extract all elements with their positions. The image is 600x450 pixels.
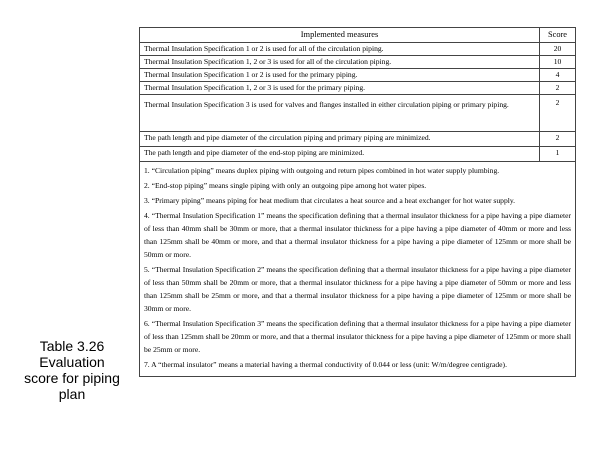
note-item: 1. “Circulation piping” means duplex piping with outgoing and return pipes combined in hot water supply plumbing. (144, 166, 500, 175)
evaluation-table (139, 27, 576, 377)
notes-row (140, 162, 576, 377)
measure-cell: Thermal Insulation Specification 1, 2 or 3 is used for the primary piping. (140, 82, 540, 95)
measures-header: Implemented measures (140, 28, 540, 43)
caption-line: Table 3.26 (39, 338, 105, 354)
caption-line: score for piping (24, 370, 120, 386)
table-row (140, 132, 576, 147)
note-item: 2. “End-stop piping” means single piping with only an outgoing pipe among hot water pipes. (144, 181, 427, 190)
score-cell: 2 (540, 82, 576, 95)
table-row (140, 69, 576, 82)
score-cell: 10 (540, 56, 576, 69)
measure-cell: Thermal Insulation Specification 3 is used for valves and flanges installed in either circulation piping or primary piping. (140, 95, 540, 132)
table-row (140, 95, 576, 132)
score-cell: 2 (540, 132, 576, 147)
table-row (140, 43, 576, 56)
measure-cell: Thermal Insulation Specification 1, 2 or 3 is used for all of the circulation piping. (140, 56, 540, 69)
score-header: Score (540, 28, 576, 43)
table-row (140, 147, 576, 162)
table-row (140, 56, 576, 69)
measure-cell: The path length and pipe diameter of the circulation piping and primary piping are minimized. (140, 132, 540, 147)
note-item: 4. “Thermal Insulation Specification 1” means the specification defining that a thermal insulator thickness for a pipe having a pipe diameter of less than 40mm shall be 30mm or more, that a thermal insulator thickness for a pipe having a pipe diameter of 40mm or more and less than 125mm shall be 40mm or more, and that a thermal insulator thickness for a pipe having a pipe diameter of 125mm or more shall be 50mm or more. (144, 211, 571, 259)
caption-line: Evaluation (39, 354, 105, 370)
table-header-row (140, 28, 576, 43)
note-item: 6. “Thermal Insulation Specification 3” means the specification defining that a thermal insulator thickness for a pipe having a pipe diameter of less than 125mm shall be 20mm or more, and that a thermal insulator thickness for a pipe having a pipe diameter of 125mm or more shall be 25mm or more. (144, 319, 571, 354)
measure-cell: The path length and pipe diameter of the end-stop piping are minimized. (140, 147, 540, 162)
note-item: 5. “Thermal Insulation Specification 2” means the specification defining that a thermal insulator thickness for a pipe having a pipe diameter of less than 50mm shall be 20mm or more, that a thermal insulator thickness for a pipe having a pipe diameter of 50mm or more and less than 125mm shall be 25mm or more, and that a thermal insulator thickness for a pipe having a pipe diameter of 125mm or more shall be 30mm or more. (144, 265, 571, 313)
score-cell: 20 (540, 43, 576, 56)
notes-cell (140, 162, 576, 377)
score-cell: 2 (540, 95, 576, 132)
score-cell: 1 (540, 147, 576, 162)
note-item: 7. A “thermal insulator” means a material having a thermal conductivity of 0.044 or less (unit: W/m/degree centigrade). (144, 360, 507, 369)
score-cell: 4 (540, 69, 576, 82)
measure-cell: Thermal Insulation Specification 1 or 2 is used for the primary piping. (140, 69, 540, 82)
table-row (140, 82, 576, 95)
note-item: 3. “Primary piping” means piping for heat medium that circulates a heat source and a heat exchanger for hot water supply. (144, 196, 516, 205)
table-caption (10, 338, 134, 402)
measure-cell: Thermal Insulation Specification 1 or 2 is used for all of the circulation piping. (140, 43, 540, 56)
caption-line: plan (58, 386, 86, 402)
